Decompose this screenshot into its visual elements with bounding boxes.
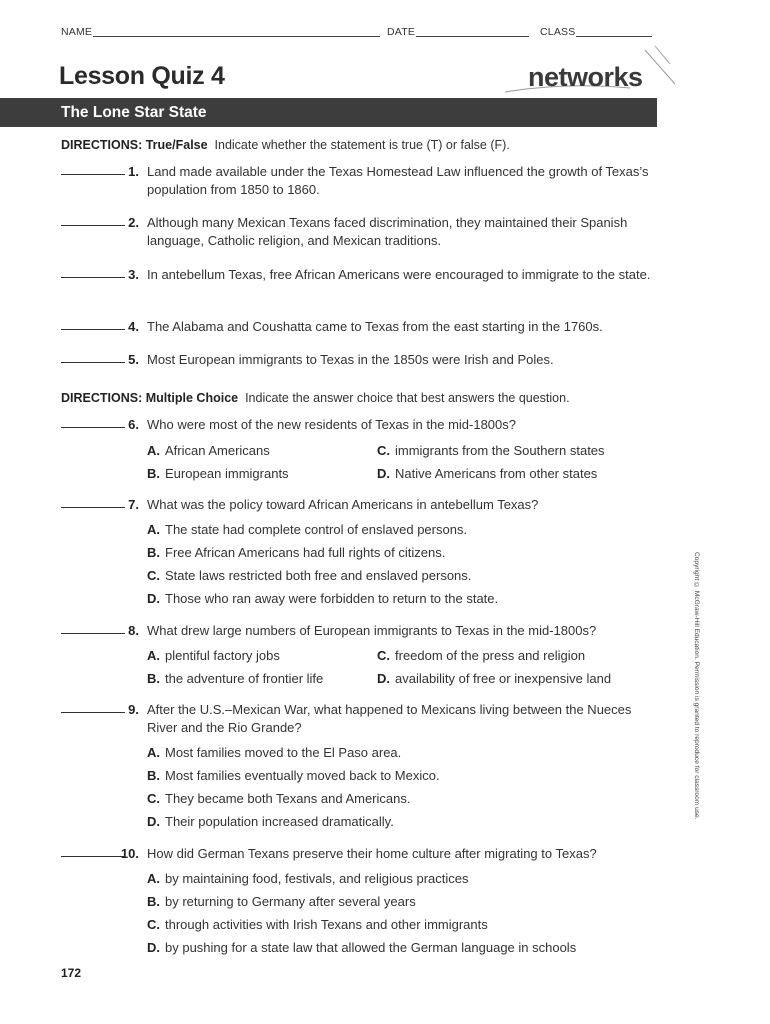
date-field[interactable]: [387, 26, 415, 38]
date-label: DATE: [387, 26, 416, 38]
answer-option: C. immigrants from the Southern states: [377, 443, 605, 458]
answer-option: D. Their population increased dramatically.: [147, 814, 394, 829]
name-label: NAME: [61, 26, 93, 38]
tf-directions: DIRECTIONS: True/False Indicate whether the statement is true (T) or false (F).: [61, 138, 510, 152]
section-title: The Lone Star State: [61, 104, 207, 121]
mc-directions: DIRECTIONS: Multiple Choice Indicate the answer choice that best answers the question.: [61, 391, 570, 405]
answer-option: D. Native Americans from other states: [377, 466, 598, 481]
answer-option: C. through activities with Irish Texans and other immigrants: [147, 917, 488, 932]
copyright-notice: Copyright © McGraw-Hill Education. Permission is granted to reproduce for classroom use.: [693, 552, 700, 820]
networks-logo: [528, 62, 643, 93]
answer-option: D. by pushing for a state law that allowed the German language in schools: [147, 940, 577, 955]
answer-option: B. Most families eventually moved back to Mexico.: [147, 768, 440, 783]
answer-option: A. African Americans: [147, 443, 270, 458]
answer-option: D. availability of free or inexpensive land: [377, 671, 612, 686]
answer-option: C. freedom of the press and religion: [377, 648, 586, 663]
answer-option: A. Most families moved to the El Paso area.: [147, 745, 402, 760]
answer-option: A. plentiful factory jobs: [147, 648, 280, 663]
answer-option: A. The state had complete control of enslaved persons.: [147, 522, 468, 537]
answer-option: B. by returning to Germany after several years: [147, 894, 416, 909]
class-label: CLASS: [540, 26, 576, 38]
name-field[interactable]: [61, 26, 92, 38]
answer-option: D. Those who ran away were forbidden to return to the state.: [147, 591, 499, 606]
answer-option: B. Free African Americans had full rights of citizens.: [147, 545, 446, 560]
class-field[interactable]: [540, 26, 575, 38]
answer-option: B. European immigrants: [147, 466, 289, 481]
answer-option: A. by maintaining food, festivals, and religious practices: [147, 871, 469, 886]
quiz-page: NAME DATE CLASS Lesson Quiz 4 networks The Lone Star State DIRECTIONS: True/False Indicate whether the statement is true (T) or false (F). 1. Land made available under the Texas Homestead Law influenced the growth of Texas’s population from 1850 to 1860. 2. Although many Mexican Texans faced discrimination, they maintained their Spanish language, Catholic religion, and Mexican traditions. 3. In antebellum Texas, free African Americans were encouraged to immigrate to the state. 4. The Alabama and Coushatta came to Texas from the east starting in the 1760s. 5. Most European immigrants to Texas in the 1850s were Irish and Poles. DIRECTIONS: Multiple Choice Indicate the answer choice that best answers the question. 6. Who were most of the new residents of Texas in the mid-1800s? A. African Americans B. European immigrants C. immigrants from the Southern states D. Native Americans from other states 7. What was the policy toward African Americans in antebellum Texas? A. The state had complete control of enslaved persons. B. Free African Americans had full rights of citizens. C. State laws restricted both free and enslaved persons. D. Those who ran away were forbidden to return to the state. 8. What drew large numbers of European immigrants to Texas in the mid-1800s? A. plentiful factory jobs B. the adventure of frontier life C. freedom of the press and religion D. availability of free or inexpensive land 9. After the U.S.–Mexican War, what happened to Mexicans living between the Nueces River and the Rio Grande? A. Most families moved to the El Paso area. B. Most families eventually moved back to Mexico. C. They became both Texans and Americans. D. Their population increased dramatically. 10. How did German Texans preserve their home culture after migrating to Texas? A. by maintaining food, festivals, and religious practices B. by returning to Germany after several years C. through activities with Irish Texans and other immigrants D. by pushing for a state law that allowed the German language in schools Copyright © McGraw-Hill Education. Permission is granted to reproduce for classroom use. 172: [0, 0, 770, 1024]
answer-option: B. the adventure of frontier life: [147, 671, 324, 686]
logo-text-end: rks: [603, 62, 643, 92]
logo-text-start: netw: [528, 62, 588, 92]
answer-option: C. State laws restricted both free and enslaved persons.: [147, 568, 472, 583]
logo-o-star-icon: o: [587, 62, 604, 92]
page-title: Lesson Quiz 4: [59, 62, 225, 90]
answer-option: C. They became both Texans and Americans.: [147, 791, 411, 806]
page-number: 172: [61, 966, 82, 980]
